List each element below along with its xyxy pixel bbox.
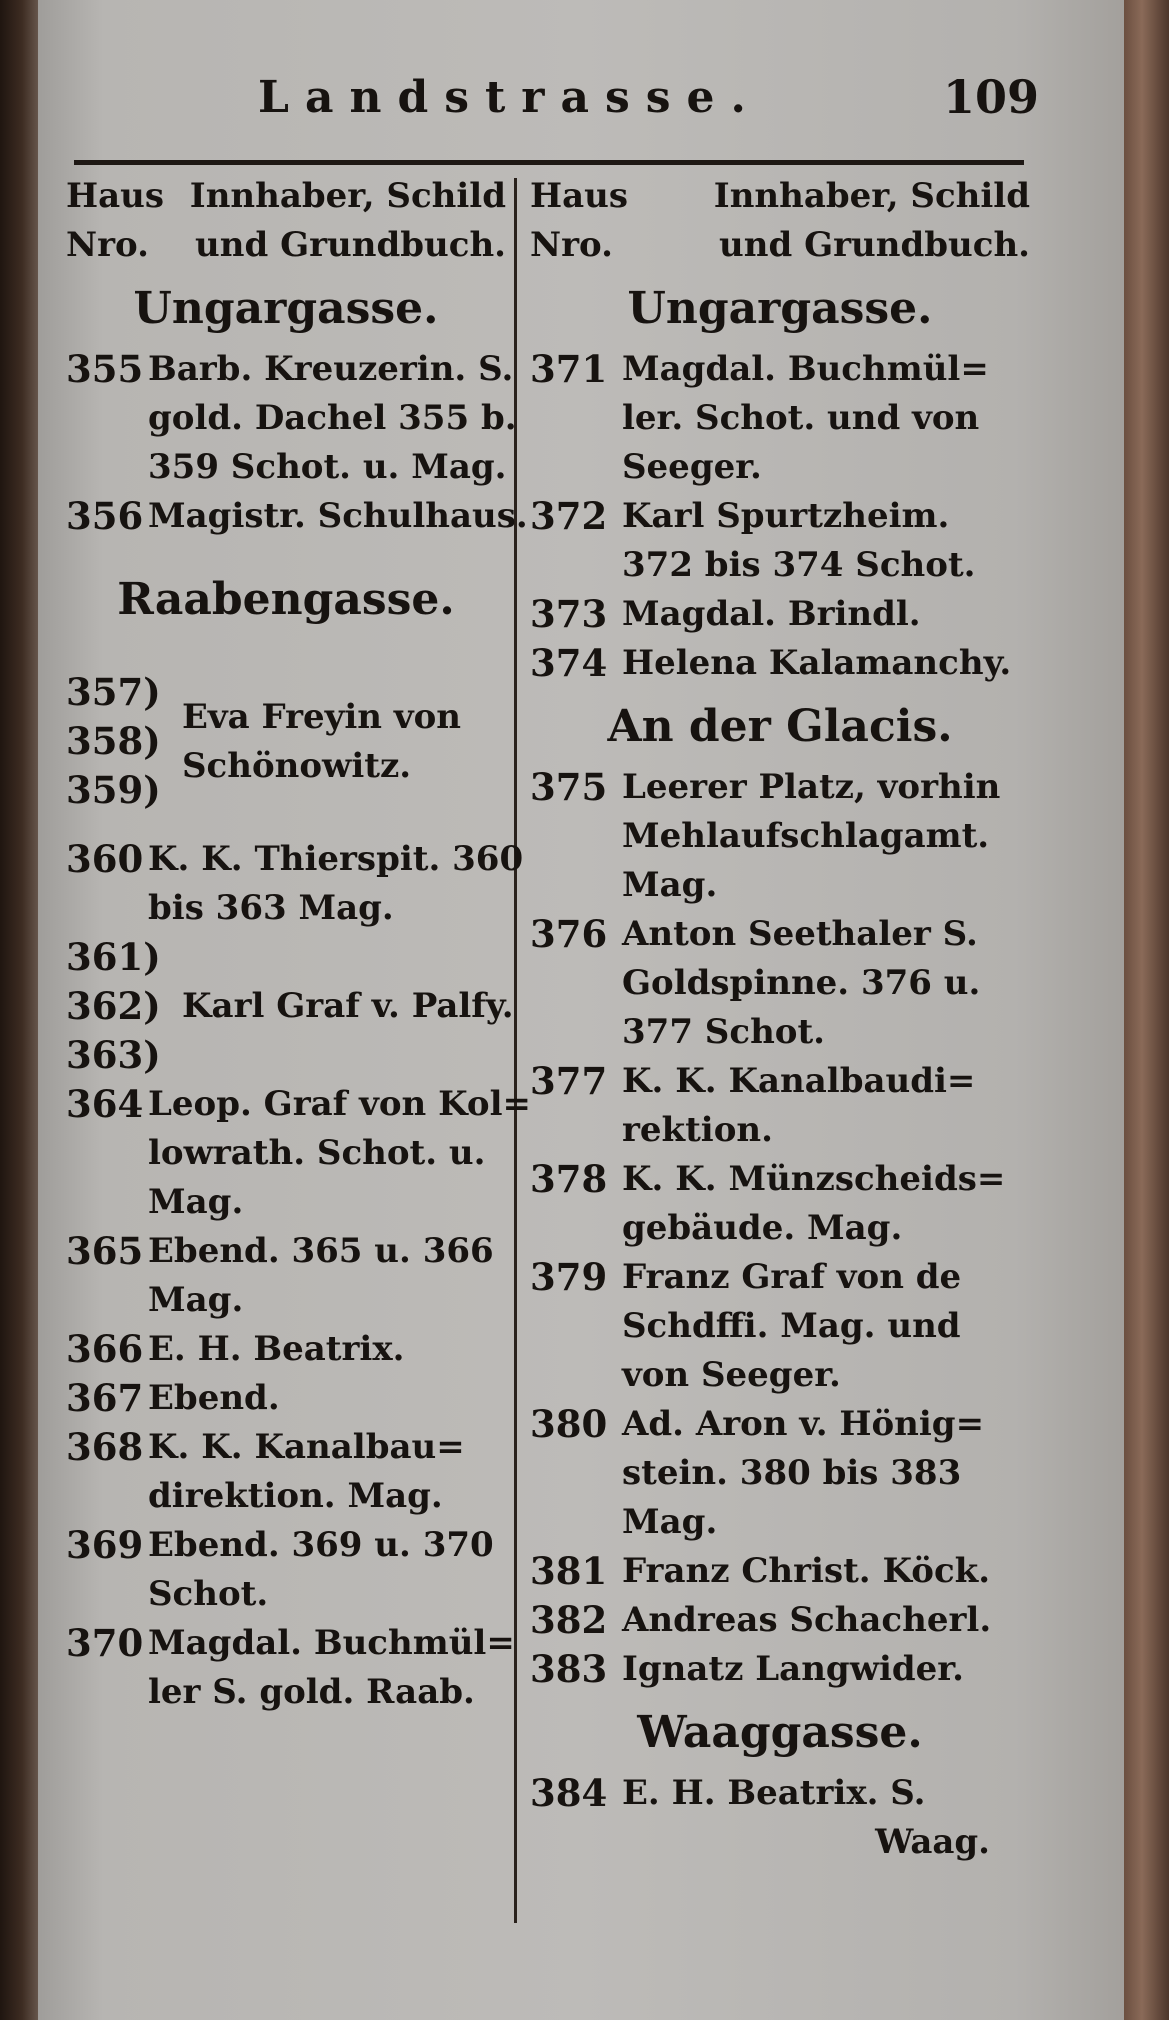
entry-line: von Seeger. [622, 1355, 841, 1395]
house-entry [530, 1596, 1030, 1645]
house-number: 366 [66, 1327, 144, 1371]
header-rule [74, 160, 1024, 165]
entry-line: Schdffi. Mag. und [622, 1306, 961, 1346]
section-title: Ungargasse. [133, 283, 439, 334]
house-entry [530, 1769, 1030, 1867]
house-entry [66, 835, 524, 933]
house-entry [530, 492, 1030, 590]
entry-line: Seeger. [622, 447, 762, 487]
house-number: 362) [66, 984, 161, 1028]
column-header-row-2 [66, 221, 506, 270]
entry-line: Barb. Kreuzerin. S. [148, 349, 514, 389]
book-page [38, 0, 1124, 2020]
house-number: 368 [66, 1425, 144, 1469]
column-header-registry: und Grundbuch. [719, 225, 1030, 265]
entry-line: Franz Christ. Köck. [622, 1551, 991, 1591]
entry-line: Magistr. Schulhaus. [148, 496, 528, 536]
house-entry [530, 1547, 1030, 1596]
house-entry [530, 1645, 1030, 1694]
house-number: 360 [66, 837, 144, 881]
entry-line: E. H. Beatrix. S. [622, 1773, 926, 1813]
running-head: Landstrasse. [258, 72, 762, 123]
entry-line: Karl Graf v. Palfy. [182, 986, 514, 1026]
entry-line: Ad. Aron v. Hönig= [622, 1404, 985, 1444]
entry-line: Leop. Graf von Kol= [148, 1084, 531, 1124]
house-number: 384 [530, 1771, 608, 1815]
entry-line: ler S. gold. Raab. [148, 1672, 475, 1712]
entry-line: Waag. [875, 1822, 990, 1862]
house-number: 356 [66, 494, 144, 538]
entry-line: 359 Schot. u. Mag. [148, 447, 507, 487]
column-header-row-2 [530, 221, 1030, 270]
entry-line: Ebend. 369 u. 370 [148, 1525, 494, 1565]
house-number: 375 [530, 765, 608, 809]
house-entry [530, 1057, 1030, 1155]
entry-line: Magdal. Brindl. [622, 594, 921, 634]
entry-line: Franz Graf von de [622, 1257, 962, 1297]
house-number: 367 [66, 1376, 144, 1420]
entry-line: Magdal. Buchmül= [622, 349, 989, 389]
house-entry [530, 345, 1030, 492]
entry-line: Schot. [148, 1574, 269, 1614]
house-entry [530, 590, 1030, 639]
entry-line: 377 Schot. [622, 1012, 826, 1052]
house-number: 378 [530, 1157, 608, 1201]
entry-line: gebäude. Mag. [622, 1208, 903, 1248]
column-header-owner: Innhaber, Schild [713, 176, 1030, 216]
entry-line: Schönowitz. [182, 745, 412, 786]
house-number: 357) [66, 670, 161, 714]
house-entry [66, 1325, 506, 1374]
house-number: 363) [66, 1033, 161, 1077]
house-entry [66, 1227, 506, 1325]
house-entry [530, 1253, 1030, 1400]
house-entry [530, 910, 1030, 1057]
section-title: Raabengasse. [117, 574, 455, 625]
house-number: 361) [66, 935, 161, 979]
book-spine-shadow [0, 0, 40, 2020]
entry-line: Helena Kalamanchy. [622, 643, 1012, 683]
house-entry [66, 1619, 515, 1717]
entry-line: Mag. [148, 1182, 244, 1222]
entry-line: Karl Spurtzheim. [622, 496, 950, 536]
entry-line: Ebend. 365 u. 366 [148, 1231, 494, 1271]
house-number: 365 [66, 1229, 144, 1273]
entry-line: Mag. [622, 865, 718, 905]
section-title: Ungargasse. [627, 283, 933, 334]
column-header-house: Haus [530, 176, 629, 216]
house-entry [530, 1400, 1030, 1547]
page-edge [1124, 0, 1169, 2020]
house-entry [66, 345, 517, 492]
house-number: 373 [530, 592, 608, 636]
house-entry [66, 492, 528, 541]
house-number: 374 [530, 641, 608, 685]
entry-line: K. K. Münzscheids= [622, 1159, 1006, 1199]
house-number: 381 [530, 1549, 608, 1593]
entry-line: Ignatz Langwider. [622, 1649, 964, 1689]
house-entry [66, 1080, 531, 1227]
house-number: 371 [530, 347, 608, 391]
entry-line: direktion. Mag. [148, 1476, 443, 1516]
house-number: 359) [66, 768, 161, 812]
entry-line: lowrath. Schot. u. [148, 1133, 486, 1173]
column-header-registry: und Grundbuch. [195, 225, 506, 265]
column-header-owner: Innhaber, Schild [189, 176, 506, 216]
house-number: 377 [530, 1059, 608, 1103]
column-header-row-1 [530, 172, 1030, 221]
entry-line: gold. Dachel 355 b. [148, 398, 517, 438]
page-number: 109 [943, 70, 1040, 124]
house-entry [530, 1155, 1030, 1253]
entry-line: ler. Schot. und von [622, 398, 980, 438]
entry-line: Andreas Schacherl. [622, 1600, 992, 1640]
entry-line: K. K. Thierspit. 360 [148, 839, 524, 879]
house-number: 370 [66, 1621, 144, 1665]
entry-line: Anton Seethaler S. [622, 914, 978, 954]
house-number: 383 [530, 1647, 608, 1691]
grouped-entry [66, 668, 506, 815]
column-header-row-1 [66, 172, 506, 221]
house-number: 355 [66, 347, 144, 391]
entry-line: Leerer Platz, vorhin [622, 767, 1001, 807]
column-header-number: Nro. [66, 225, 149, 265]
house-number: 369 [66, 1523, 144, 1567]
entry-line: stein. 380 bis 383 [622, 1453, 962, 1493]
house-number: 372 [530, 494, 608, 538]
entry-line: Mehlaufschlagamt. [622, 816, 990, 856]
house-number: 376 [530, 912, 608, 956]
section-title: An der Glacis. [607, 701, 953, 752]
house-number: 382 [530, 1598, 608, 1642]
house-number: 380 [530, 1402, 608, 1446]
house-entry [66, 1521, 506, 1619]
right-column [530, 172, 1030, 1867]
entry-line: bis 363 Mag. [148, 888, 394, 928]
section-title: Waaggasse. [637, 1707, 923, 1758]
entry-line: Goldspinne. 376 u. [622, 963, 981, 1003]
entry-line: Mag. [148, 1280, 244, 1320]
entry-line: Magdal. Buchmül= [148, 1623, 515, 1663]
house-number: 358) [66, 719, 161, 763]
entry-line: Ebend. [148, 1378, 280, 1418]
entry-line: Eva Freyin von [182, 696, 462, 737]
house-entry [530, 763, 1030, 910]
entry-line: K. K. Kanalbau= [148, 1427, 465, 1467]
column-header-number: Nro. [530, 225, 613, 265]
left-column [66, 172, 531, 1717]
entry-line: 372 bis 374 Schot. [622, 545, 976, 585]
entry-line: rektion. [622, 1110, 773, 1150]
column-header-house: Haus [66, 176, 165, 216]
house-number: 379 [530, 1255, 608, 1299]
entry-line: Mag. [622, 1502, 718, 1542]
house-entry [66, 1374, 506, 1423]
entry-line: E. H. Beatrix. [148, 1329, 405, 1369]
house-number: 364 [66, 1082, 144, 1126]
grouped-entry [66, 933, 514, 1080]
house-entry [66, 1423, 506, 1521]
house-entry [530, 639, 1030, 688]
entry-line: K. K. Kanalbaudi= [622, 1061, 976, 1101]
